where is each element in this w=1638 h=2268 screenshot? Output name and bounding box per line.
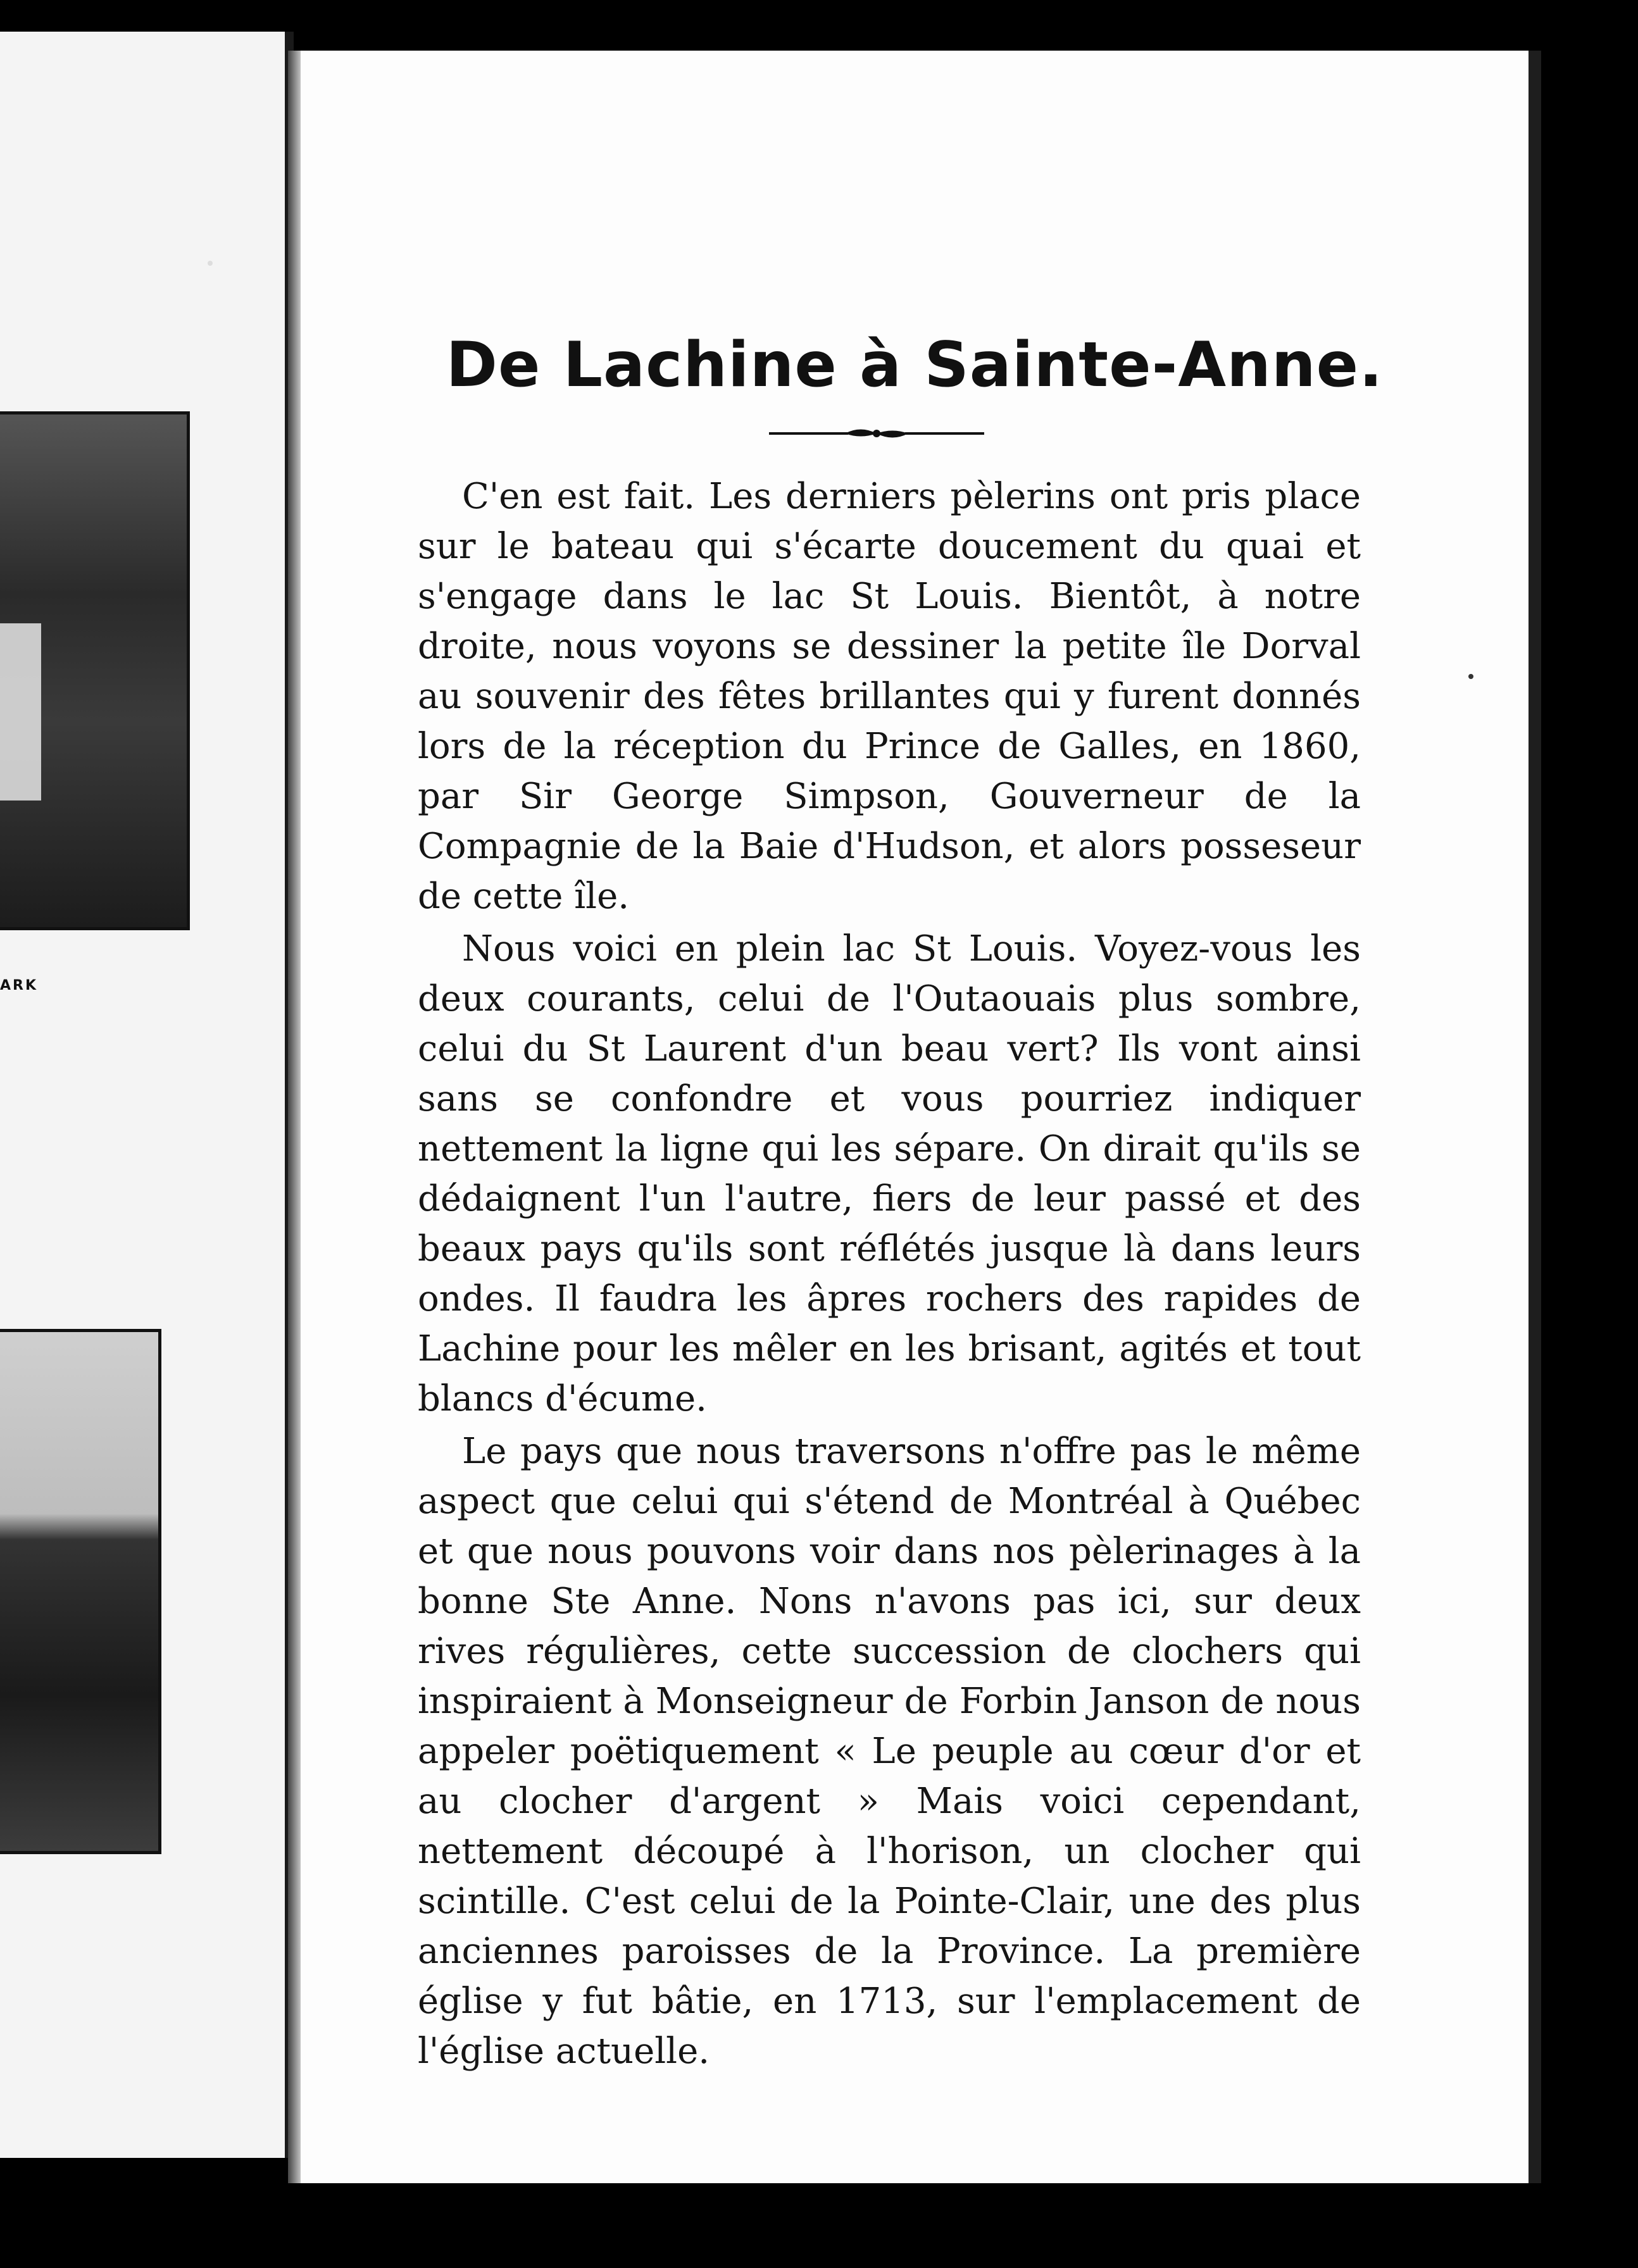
paragraph: Le pays que nous traversons n'offre pas le même aspect que celui qui s'étend de Montréal à Québec et que nous pouvons voir dans nos pèlerinages à la bonne Ste Anne. Nons n'avons pas ici, sur deux rives régulières, cette succession de clochers qui inspiraient à Monseigneur de Forbin Janson de nous appeler poëtiquement « Le peuple au cœur d'or et au clocher d'argent » Mais voici cependant, nettement découpé à l'horison, un clocher qui scintille. C'est celui de la Pointe-Clair, une des plus anciennes paroisses de la Province. La première église y fut bâtie, en 1713, sur l'emplacement de l'église actuelle. [418,1431,1361,2072]
title-ornament [769,424,984,443]
left-page [0,32,294,2158]
margin-speck [208,261,213,266]
page-speck [1468,674,1473,679]
book-page [301,51,1541,2183]
page-title: De Lachine à Sainte-Anne. [446,329,1384,401]
left-photo-caption: ARK [0,978,39,994]
boat-photo [0,411,190,930]
paragraph: C'en est fait. Les derniers pèlerins ont pris place sur le bateau qui s'écarte doucement du quai et s'engage dans le lac St Louis. Bientôt, à notre droite, nous voyons se dessiner la petite île Dorval au souvenir des fêtes brillantes qui y furent donnés lors de la réception du Prince de Galles, en 1860, par Sir George Simpson, Gouverneur de la Compagnie de la Baie d'Hudson, et alors posseseur de cette île. [418,476,1361,917]
boat-hull [0,623,41,801]
shore-photo [0,1329,161,1854]
book-gutter [288,51,302,2183]
paragraph: Nous voici en plein lac St Louis. Voyez-vous les deux courants, celui de l'Outaouais plus sombre, celui du St Laurent d'un beau vert? Ils vont ainsi sans se confondre et vous pourriez indiquer nettement la ligne qui les sépare. On dirait qu'ils se dédaignent l'un l'autre, fiers de leur passé et des beaux pays qu'ils sont réflétés jusque là dans leurs ondes. Il faudra les âpres rochers des rapides de Lachine pour les mêler en les brisant, agités et tout blancs d'écume. [418,928,1361,1419]
body-text [418,471,1361,2079]
